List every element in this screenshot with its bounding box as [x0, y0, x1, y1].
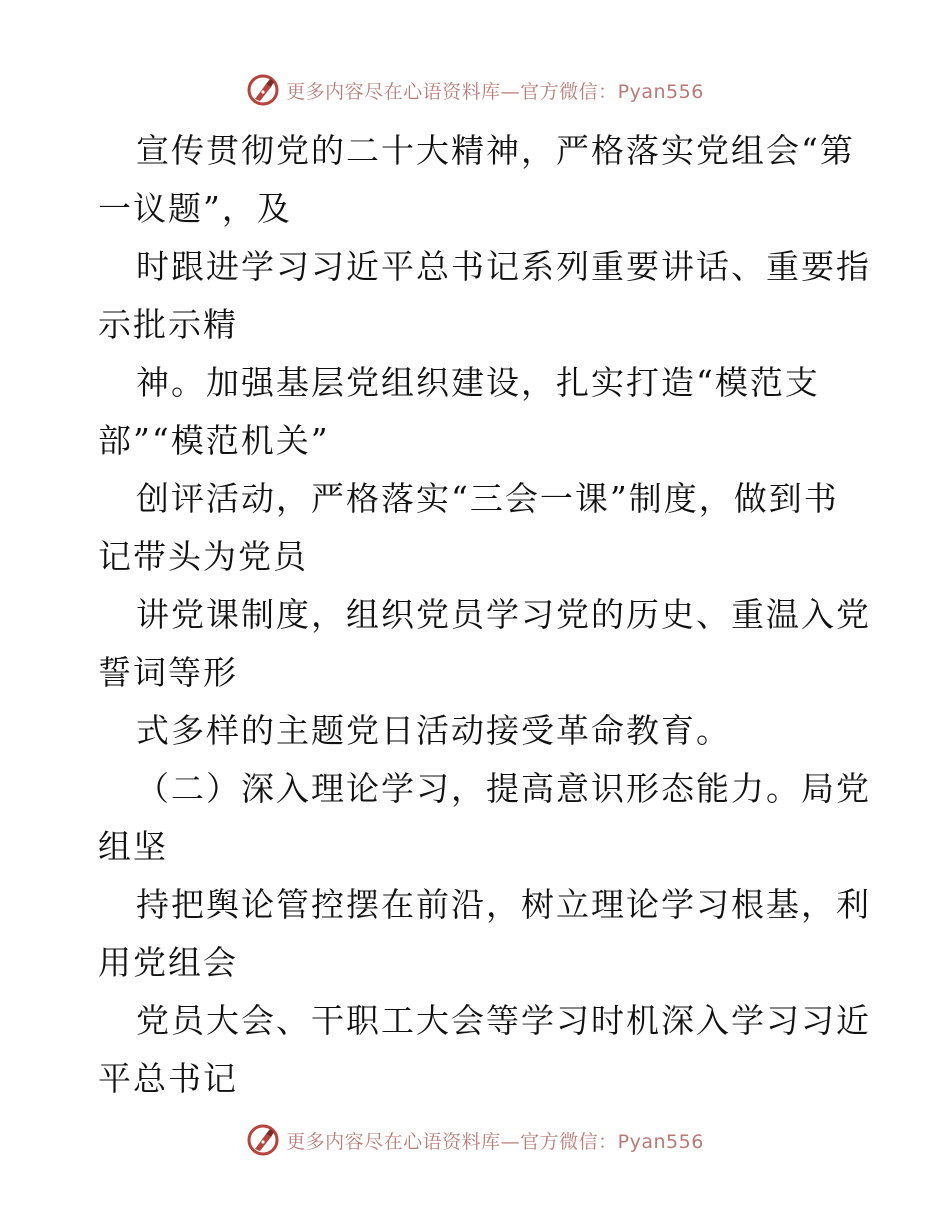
- text-line: 讲党课制度，组织党员学习党的历史、重温入党: [136, 595, 871, 634]
- text-line: 示批示精: [98, 305, 238, 344]
- text-line: 用党组会: [98, 943, 238, 982]
- text-line: 创评活动，严格落实“三会一课”制度，做到书: [136, 479, 839, 518]
- header-banner: [0, 70, 950, 110]
- text-line: 党员大会、干职工大会等学习时机深入学习习近: [136, 1001, 871, 1040]
- text-line: 持把舆论管控摆在前沿，树立理论学习根基，利: [136, 885, 871, 924]
- text-line: 式多样的主题党日活动接受革命教育。: [136, 711, 731, 750]
- text-line: 神。加强基层党组织建设，扎实打造“模范支: [136, 363, 820, 402]
- text-line: 一议题”，及: [98, 189, 292, 228]
- pen-nib-circle-logo-icon: [246, 73, 280, 107]
- footer-banner: [0, 1120, 950, 1160]
- text-line: （二）深入理论学习，提高意识形态能力。局党: [136, 769, 871, 808]
- text-line: 誓词等形: [98, 653, 238, 692]
- text-line: 部”“模范机关”: [98, 421, 330, 460]
- text-line: 记带头为党员: [98, 537, 308, 576]
- text-line: 平总书记: [98, 1059, 238, 1098]
- banner-text: 更多内容尽在心语资料库—官方微信：Pyan556: [286, 1130, 704, 1153]
- text-line: 组坚: [98, 827, 168, 866]
- document-body: [98, 122, 871, 1108]
- pen-nib-circle-logo-icon: [246, 1123, 280, 1157]
- text-line: 宣传贯彻党的二十大精神，严格落实党组会“第: [136, 131, 855, 170]
- banner-text: 更多内容尽在心语资料库—官方微信：Pyan556: [286, 80, 704, 103]
- text-line: 时跟进学习习近平总书记系列重要讲话、重要指: [136, 247, 871, 286]
